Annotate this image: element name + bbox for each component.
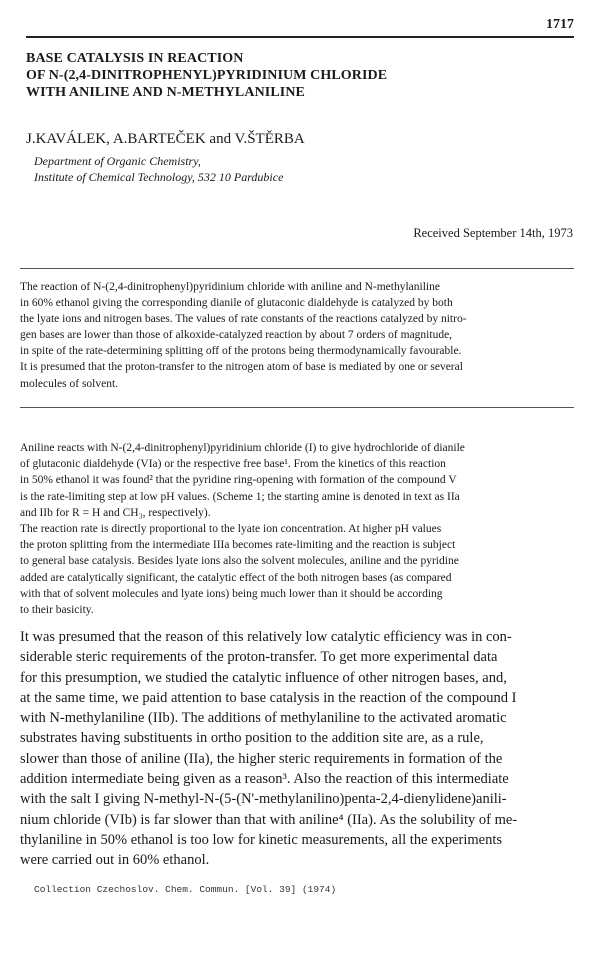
intro-line: Aniline reacts with N-(2,4-dinitrophenyl)pyridinium chloride (I) to give hydrochloride of dianile [20,442,465,454]
affiliation [34,153,283,185]
body-line: with N-methylaniline (IIb). The additions of methylaniline to the activated aromatic [20,710,507,727]
body-line: for this presumption, we studied the catalytic influence of other nitrogen bases, and, [20,669,507,686]
abstract-line: The reaction of N-(2,4-dinitrophenyl)pyridinium chloride with aniline and N-methylaniline [20,281,440,293]
journal-footer: Collection Czechoslov. Chem. Commun. [Vol. 39] (1974) [34,884,337,895]
abstract-line: gen bases are lower than those of alkoxide-catalyzed reaction by about 7 orders of magnitude, [20,329,453,342]
received-date: Received September 14th, 1973 [413,226,573,240]
intro-line: added are catalytically significant, the catalytic effect of the both nitrogen bases (as compared [20,571,452,584]
body-line: at the same time, we paid attention to base catalysis in the reaction of the compound I [20,689,517,706]
abstract-bottom-rule [20,407,574,408]
intro-line: with that of solvent molecules and lyate ions) being much lower than it should be according [20,587,443,600]
title-line: BASE CATALYSIS IN REACTION [26,51,244,66]
body-paragraph [20,627,576,871]
body-line: substrates having substituents in ortho position to the addition site are, as a rule, [20,730,484,747]
abstract-line: It is presumed that the proton-transfer to the nitrogen atom of base is mediated by one or several [20,361,463,374]
body-line: addition intermediate being given as a reason³. Also the reaction of this intermediate [20,771,509,788]
title-line: OF N-(2,4-DINITROPHENYL)PYRIDINIUM CHLORIDE [26,68,388,83]
intro-line: the proton splitting from the intermediate IIIa becomes rate-limiting and the reaction is subject [20,539,456,552]
abstract-line: in spite of the rate-determining splitting off of the protons being thermodynamically favourable. [20,345,462,358]
body-line: thylaniline in 50% ethanol is too low for kinetic measurements, all the experiments [20,831,503,848]
introduction-paragraph [20,440,574,618]
affiliation-line: Department of Organic Chemistry, [34,154,201,168]
intro-line: to general base catalysis. Besides lyate ions also the solvent molecules, aniline and the pyridine [20,555,459,568]
body-line: were carried out in 60% ethanol. [20,852,210,869]
abstract-line: in 60% ethanol giving the corresponding dianile of glutaconic dialdehyde is catalyzed by both [20,297,453,310]
intro-line: of glutaconic dialdehyde (VIa) or the respective free base¹. From the kinetics of this reaction [20,458,446,471]
author-list: J.KAVÁLEK, A.BARTEČEK and V.ŠTĚRBA [26,131,305,147]
abstract-line: molecules of solvent. [20,377,119,390]
body-line: siderable steric requirements of the proton-transfer. To get more experimental data [20,649,498,666]
affiliation-line: Institute of Chemical Technology, 532 10 Pardubice [34,170,284,184]
intro-line: The reaction rate is directly proportional to the lyate ion concentration. At higher pH values [20,523,442,536]
body-line: It was presumed that the reason of this relatively low catalytic efficiency was in con- [20,629,512,645]
intro-line: is the rate-limiting step at low pH values. (Scheme 1; the starting amine is denoted in text as IIa [20,490,460,503]
title-line: WITH ANILINE AND N-METHYLANILINE [26,85,305,100]
page-number: 1717 [546,17,574,32]
intro-line: and IIb for R = H and CH₃, respectively). [20,506,211,519]
intro-line: to their basicity. [20,604,94,617]
body-line: slower than those of aniline (IIa), the higher steric requirements in formation of the [20,750,503,767]
abstract [20,279,574,392]
abstract-line: the lyate ions and nitrogen bases. The values of rate constants of the reactions catalyzed by nitro- [20,313,467,326]
body-line: with the salt I giving N-methyl-N-(5-(N'-methylanilino)penta-2,4-dienylidene)anili- [20,791,507,808]
intro-line: in 50% ethanol it was found² that the pyridine ring-opening with formation of the compound V [20,474,457,487]
article-title [26,50,574,101]
abstract-top-rule [20,268,574,269]
body-line: nium chloride (VIb) is far slower than that with aniline⁴ (IIa). As the solubility of me- [20,811,518,828]
header-rule [26,36,574,38]
